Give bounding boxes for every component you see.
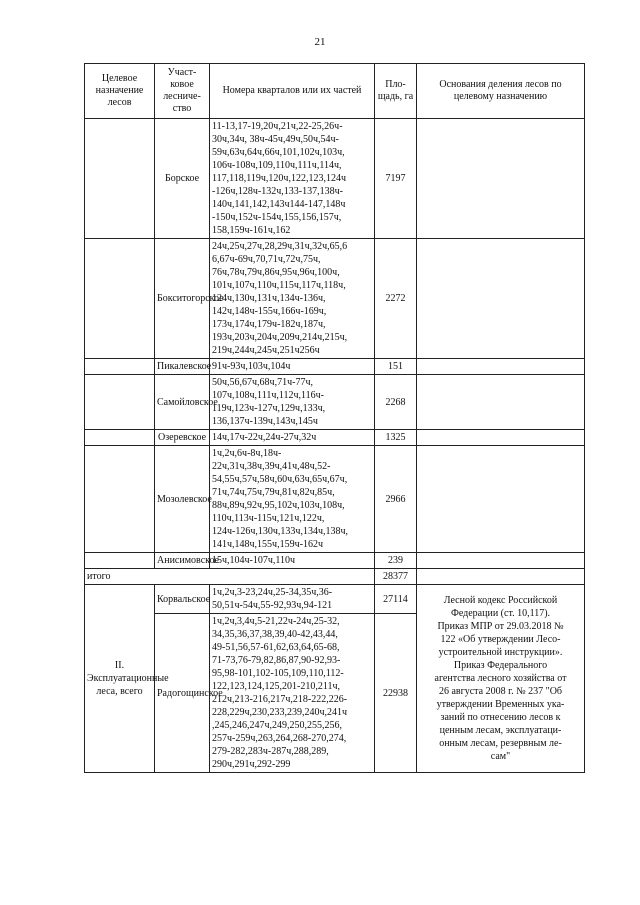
quarters-line: 106ч-108ч,109,110ч,111ч,114ч,	[212, 160, 342, 171]
table-row	[85, 446, 585, 553]
basis-line: агентства лесного хозяйства от	[434, 673, 567, 684]
quarters-line: 34,35,36,37,38,39,40-42,43,44,	[212, 629, 338, 640]
quarters-cell	[210, 430, 375, 446]
forest-division-table	[84, 63, 585, 773]
basis-cell	[417, 430, 585, 446]
quarters-line: 14ч,17ч-22ч,24ч-27ч,32ч	[212, 432, 317, 443]
basis-line: утверждении Временных ука-	[436, 699, 565, 710]
basis-line: Лесной кодекс Российской	[443, 595, 558, 606]
quarters-line: 88ч,89ч,92ч,95,102ч,103ч,108ч,	[212, 500, 345, 511]
basis-line: Приказ МПР от 29.03.2018 №	[437, 621, 564, 632]
table-row	[85, 239, 585, 359]
quarters-line: 124ч,130ч,131ч,134ч-136ч,	[212, 293, 326, 304]
quarters-cell	[210, 359, 375, 375]
total-row	[85, 569, 585, 585]
basis-cell	[417, 359, 585, 375]
purpose-exploitation: II. Эксплуатационные леса, всего	[85, 585, 155, 773]
quarters-line: 15ч,104ч-107ч,110ч	[212, 555, 296, 566]
quarters-line: 59ч,63ч,64ч,66ч,101,102ч,103ч,	[212, 147, 345, 158]
basis-line: Федерации (ст. 10,117).	[450, 608, 551, 619]
quarters-cell	[210, 553, 375, 569]
forestry-name: Радогощинское	[155, 614, 210, 773]
quarters-line: 54,55ч,57ч,58ч,60ч,63ч,65ч,67ч,	[212, 474, 348, 485]
header-basis: Основания деления лесов по целевому назначению	[417, 64, 585, 119]
quarters-line: -150ч,152ч-154ч,155,156,157ч,	[212, 212, 342, 223]
basis-line: 26 августа 2008 г. № 237 "Об	[438, 686, 563, 697]
quarters-line: 158,159ч-161ч,162	[212, 225, 291, 236]
quarters-line: 119ч,123ч-127ч,129ч,133ч,	[212, 403, 326, 414]
area-value: 27114	[375, 585, 417, 614]
quarters-line: 71ч,74ч,75ч,79ч,81ч,82ч,85ч,	[212, 487, 335, 498]
area-value: 7197	[375, 119, 417, 239]
area-value: 2268	[375, 375, 417, 430]
basis-cell	[417, 239, 585, 359]
quarters-cell	[210, 614, 375, 773]
purpose-cell	[85, 359, 155, 375]
quarters-line: 6,67ч-69ч,70,71ч,72ч,75ч,	[212, 254, 321, 265]
quarters-line: 141ч,148ч,155ч,159ч-162ч	[212, 539, 323, 550]
forestry-name: Озеревское	[155, 430, 210, 446]
quarters-line: 110ч,113ч-115ч,121ч,122ч,	[212, 513, 325, 524]
basis-cell	[417, 446, 585, 553]
purpose-cell	[85, 553, 155, 569]
quarters-line: 95,98-101,102-105,109,110,112-	[212, 668, 344, 679]
quarters-line: 290ч,291ч,292-299	[212, 759, 291, 770]
quarters-line: 193ч,203ч,204ч,209ч,214ч,215ч,	[212, 332, 348, 343]
basis-line: ценным лесам, эксплуатаци-	[439, 725, 562, 736]
quarters-line: 142ч,148ч-155ч,166ч-169ч,	[212, 306, 327, 317]
header-quarters: Номера кварталов или их частей	[210, 64, 375, 119]
purpose-cell	[85, 430, 155, 446]
quarters-cell	[210, 585, 375, 614]
basis-cell	[417, 119, 585, 239]
forestry-name: Борское	[155, 119, 210, 239]
quarters-line: 1ч,2ч,3,4ч,5-21,22ч-24ч,25-32,	[212, 616, 340, 627]
table-row	[85, 430, 585, 446]
quarters-line: 24ч,25ч,27ч,28,29ч,31ч,32ч,65,6	[212, 241, 348, 252]
quarters-line: 124ч-126ч,130ч,133ч,134ч,138ч,	[212, 526, 349, 537]
quarters-cell	[210, 239, 375, 359]
quarters-line: 122,123,124,125,201-210,211ч,	[212, 681, 340, 692]
table-row	[85, 375, 585, 430]
purpose-cell	[85, 375, 155, 430]
quarters-line: 1ч,2ч,3-23,24ч,25-34,35ч,36-	[212, 587, 333, 598]
quarters-line: 49-51,56,57-61,62,63,64,65-68,	[212, 642, 340, 653]
basis-line: устроительной инструкции».	[438, 647, 563, 658]
quarters-line: 136,137ч-139ч,143ч,145ч	[212, 416, 318, 427]
quarters-line: 22ч,31ч,38ч,39ч,41ч,48ч,52-	[212, 461, 331, 472]
quarters-line: 11-13,17-19,20ч,21ч,22-25,26ч-	[212, 121, 343, 132]
basis-line: онным лесам, резервным ле-	[439, 738, 562, 749]
forestry-name: Корвальское	[155, 585, 210, 614]
area-value: 1325	[375, 430, 417, 446]
basis-text	[417, 585, 585, 773]
header-purpose: Целевое назначение лесов	[85, 64, 155, 119]
quarters-cell	[210, 446, 375, 553]
table-row	[85, 359, 585, 375]
purpose-cell	[85, 119, 155, 239]
quarters-line: 140ч,141,142,143ч144-147,148ч	[212, 199, 346, 210]
quarters-cell	[210, 375, 375, 430]
section2-body	[85, 585, 585, 773]
quarters-line: 50ч,56,67ч,68ч,71ч-77ч,	[212, 377, 313, 388]
quarters-line: ,245,246,247ч,249,250,255,256,	[212, 720, 343, 731]
quarters-line: 101ч,107ч,110ч,115ч,117ч,118ч,	[212, 280, 346, 291]
basis-line: сам"	[490, 751, 511, 762]
header-area: Пло-щадь, га	[375, 64, 417, 119]
quarters-line: 1ч,2ч,6ч-8ч,18ч-	[212, 448, 282, 459]
area-value: 2272	[375, 239, 417, 359]
header-forestry: Участ-ковое лесниче-ство	[155, 64, 210, 119]
quarters-line: 30ч,34ч, 38ч-45ч,49ч,50ч,54ч-	[212, 134, 339, 145]
basis-cell	[417, 375, 585, 430]
quarters-line: 91ч-93ч,103ч,104ч	[212, 361, 291, 372]
quarters-line: 257ч-259ч,263,264,268-270,274,	[212, 733, 347, 744]
quarters-line: 50,51ч-54ч,55-92,93ч,94-121	[212, 600, 333, 611]
table-row	[85, 119, 585, 239]
total-basis-cell	[417, 569, 585, 585]
quarters-line: 212ч,213-216,217ч,218-222,226-	[212, 694, 348, 705]
basis-line: 122 «Об утверждении Лесо-	[440, 634, 561, 645]
section1-body	[85, 119, 585, 569]
area-value: 22938	[375, 614, 417, 773]
area-value: 239	[375, 553, 417, 569]
table-row	[85, 553, 585, 569]
purpose-cell	[85, 446, 155, 553]
table-row	[85, 585, 585, 614]
quarters-line: 71-73,76-79,82,86,87,90-92,93-	[212, 655, 341, 666]
basis-cell	[417, 553, 585, 569]
forestry-name: Анисимовское	[155, 553, 210, 569]
basis-line: заний по отнесению лесов к	[440, 712, 561, 723]
table-header-row	[85, 64, 585, 119]
quarters-line: 107ч,108ч,111ч,112ч,116ч-	[212, 390, 324, 401]
page-number: 21	[314, 36, 326, 48]
forestry-name: Мозолевское	[155, 446, 210, 553]
forestry-name: Пикалевское	[155, 359, 210, 375]
quarters-line: 76ч,78ч,79ч,86ч,95ч,96ч,100ч,	[212, 267, 340, 278]
area-value: 151	[375, 359, 417, 375]
area-value: 2966	[375, 446, 417, 553]
purpose-cell	[85, 239, 155, 359]
quarters-line: 279-282,283ч-287ч,288,289,	[212, 746, 329, 757]
quarters-line: 228,229ч,230,233,239,240ч,241ч	[212, 707, 348, 718]
basis-line: Приказ Федерального	[453, 660, 548, 671]
forestry-name: Бокситогорское	[155, 239, 210, 359]
quarters-line: -126ч,128ч-132ч,133-137,138ч-	[212, 186, 343, 197]
forestry-name: Самойловское	[155, 375, 210, 430]
quarters-line: 173ч,174ч,179ч-182ч,187ч,	[212, 319, 326, 330]
quarters-cell	[210, 119, 375, 239]
quarters-line: 117,118,119ч,120ч,122,123,124ч	[212, 173, 346, 184]
quarters-line: 219ч,244ч,245ч,251ч256ч	[212, 345, 320, 356]
total-label: итого	[85, 569, 375, 585]
total-area: 28377	[375, 569, 417, 585]
